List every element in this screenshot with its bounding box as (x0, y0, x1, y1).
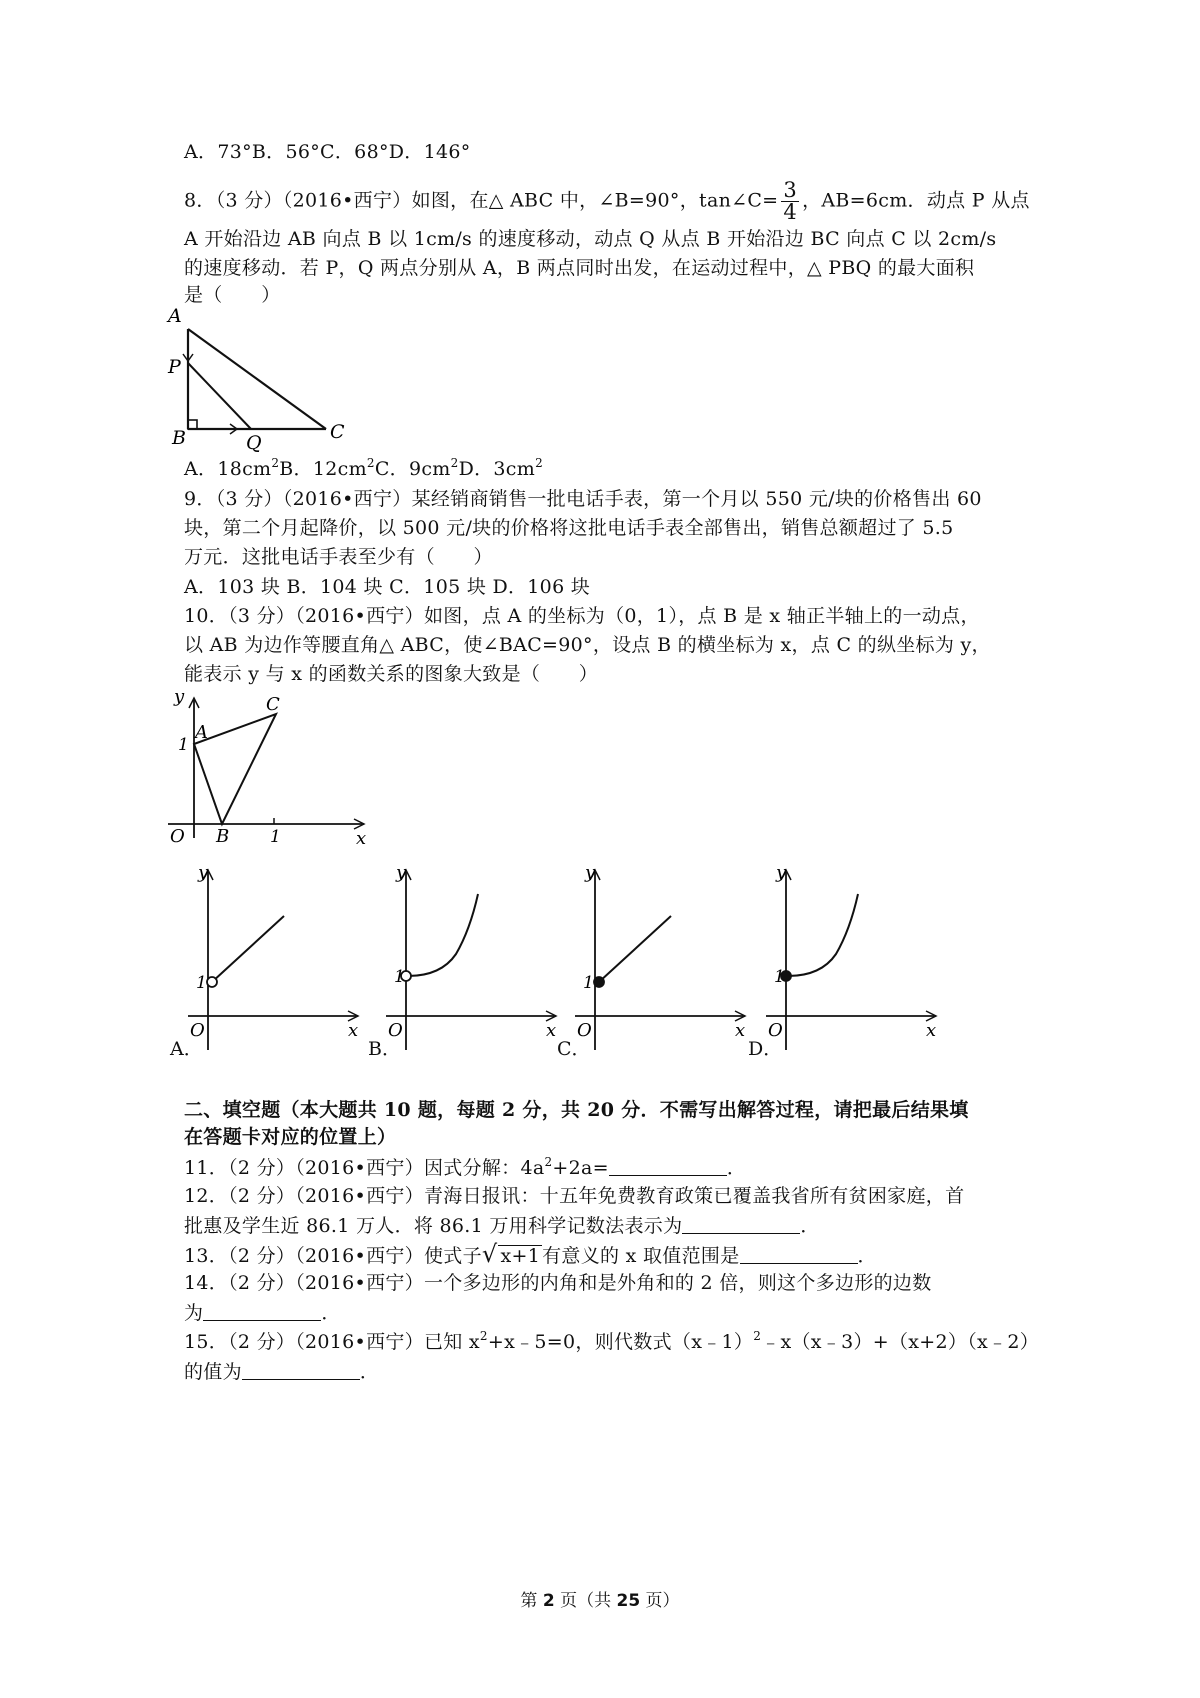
q8-frac-num: 3 (783, 178, 798, 202)
graph-curve (408, 894, 478, 976)
q8-text-b: ，AB=6cm．动点 P 从点 (802, 189, 1030, 212)
q15-line2: 的值为 ． (184, 1361, 380, 1383)
q8-right-angle-mark (188, 420, 197, 429)
section2-heading-line2: 在答题卡对应的位置上） (184, 1126, 397, 1148)
graph-label-y: y (776, 862, 787, 883)
q8-label-b: B (172, 427, 186, 449)
q10-label-one-y: 1 (178, 735, 189, 755)
graph-line (212, 916, 284, 982)
graph-option-letter: A． (170, 1038, 203, 1060)
q8-segment-pq (188, 363, 251, 429)
q7-options: A．73°B．56°C．68°D．146° (184, 141, 471, 163)
q8-label-c: C (330, 421, 345, 443)
q8-text-a: 8．（3 分）（2016•西宁）如图，在△ ABC 中，∠B=90°，tan∠C= (184, 189, 779, 212)
graph-label-y: y (198, 862, 209, 883)
q10-graph-b (366, 858, 561, 1058)
q13: 13．（2 分）（2016•西宁）使式子√ x+1 有意义的 x 取值范围是 ． (184, 1240, 877, 1268)
page-number: 2 (542, 1591, 555, 1611)
q9-options: A．103 块 B．104 块 C．105 块 D．106 块 (184, 576, 591, 598)
q13-radicand: x+1 (500, 1245, 541, 1267)
closed-endpoint-icon (594, 977, 604, 987)
graph-label-y: y (585, 862, 596, 883)
q10-figure (168, 688, 378, 848)
q10-label-o: O (170, 826, 185, 847)
q10-label-x: x (356, 828, 367, 848)
q8-label-a: A (168, 305, 182, 327)
q14-line2: 为 ． (184, 1302, 341, 1324)
q11: 11．（2 分）（2016•西宁）因式分解：$4a^2+2a=$ ． (184, 1155, 747, 1179)
q10-label-y: y (174, 688, 185, 707)
q13-answer-blank[interactable] (740, 1243, 858, 1264)
graph-option-letter: D． (748, 1038, 783, 1060)
graph-option-letter: B． (368, 1038, 401, 1060)
graph-label-o: O (768, 1020, 783, 1041)
graph-curve (788, 894, 858, 976)
q11-answer-blank[interactable] (609, 1155, 727, 1176)
q10-line2: 以 AB 为边作等腰直角△ ABC，使∠BAC=90°，设点 B 的横坐标为 x，点 C 的纵坐标为 y， (184, 634, 991, 656)
graph-label-o: O (388, 1020, 403, 1041)
q8-options: A．$18cm^2B$．$12cm^2C$．$9cm^2D$．$3cm^2$ (184, 456, 543, 480)
q10-label-a: A (195, 722, 208, 743)
q10-label-one-x: 1 (270, 827, 281, 847)
q8-fraction (781, 180, 799, 223)
graph-label-one: 1 (583, 973, 594, 993)
page-footer: 第 2 页（共 25 页） (520, 1591, 680, 1611)
q8-frac-den: 4 (783, 200, 798, 224)
q10-graph-d (746, 858, 941, 1058)
graph-label-one: 1 (196, 973, 207, 993)
q12-line1: 12．（2 分）（2016•西宁）青海日报讯：十五年免费教育政策已覆盖我省所有贫困家庭，首 (184, 1185, 965, 1207)
graph-label-x: x (735, 1020, 746, 1041)
q10-line1: 10．（3 分）（2016•西宁）如图，点 A 的坐标为（0，1），点 B 是 x 轴正半轴上的一动点， (184, 605, 980, 627)
section2-heading-line1: 二、填空题（本大题共 10 题，每题 2 分，共 20 分．不需写出解答过程，请把最后结果填 (184, 1099, 969, 1121)
q10-label-b: B (216, 826, 230, 847)
q8-line2: A 开始沿边 AB 向点 B 以 1cm/s 的速度移动，动点 Q 从点 B 开始沿边 BC 向点 C 以 2cm/s (184, 228, 997, 250)
graph-line (599, 916, 671, 982)
graph-label-o: O (577, 1020, 592, 1041)
q15-line1: 15．（2 分）（2016•西宁）已知 $x^2+x﹣5=0$，则代数式（x﹣1）$^2$﹣x（x﹣3）+（x+2）（x﹣2） (184, 1329, 1040, 1353)
q8-label-p: P (168, 356, 181, 378)
graph-label-x: x (926, 1020, 937, 1041)
graph-label-o: O (190, 1020, 205, 1041)
graph-label-x: x (348, 1020, 359, 1041)
q10-graph-c (555, 858, 750, 1058)
q8-line1 (184, 180, 1030, 223)
q14-answer-blank[interactable] (203, 1300, 321, 1321)
open-endpoint-icon (207, 977, 217, 987)
q10-label-c: C (266, 694, 280, 715)
graph-label-one: 1 (774, 967, 785, 987)
q8-line4: 是（ ） (184, 284, 281, 306)
q13-radical-icon: √ (481, 1240, 498, 1268)
graph-option-letter: C． (557, 1038, 591, 1060)
graph-label-x: x (546, 1020, 557, 1041)
q9-line1: 9．（3 分）（2016•西宁）某经销商销售一批电话手表，第一个月以 550 元/块的价格售出 60 (184, 488, 982, 510)
q12-line2: 批惠及学生近 86.1 万人．将 86.1 万用科学记数法表示为 ． (184, 1215, 820, 1237)
q8-figure (166, 304, 366, 454)
graph-label-y: y (396, 862, 407, 883)
page-total: 25 (616, 1591, 641, 1611)
q9-line3: 万元．这批电话手表至少有（ ） (184, 546, 493, 568)
q8-line3: 的速度移动．若 P，Q 两点分别从 A，B 两点同时出发，在运动过程中，△ PBQ 的最大面积 (184, 257, 975, 279)
q8-side-ac (188, 329, 326, 429)
q10-line3: 能表示 y 与 x 的函数关系的图象大致是（ ） (184, 663, 599, 685)
q12-answer-blank[interactable] (682, 1213, 800, 1234)
q14-line1: 14．（2 分）（2016•西宁）一个多边形的内角和是外角和的 2 倍，则这个多边形的边数 (184, 1272, 932, 1294)
graph-label-one: 1 (394, 967, 405, 987)
q10-graph-a (168, 858, 363, 1058)
q15-answer-blank[interactable] (242, 1359, 360, 1380)
q8-label-q: Q (246, 432, 262, 454)
q9-line2: 块，第二个月起降价，以 500 元/块的价格将这批电话手表全部售出，销售总额超过了 5.5 (184, 517, 954, 539)
